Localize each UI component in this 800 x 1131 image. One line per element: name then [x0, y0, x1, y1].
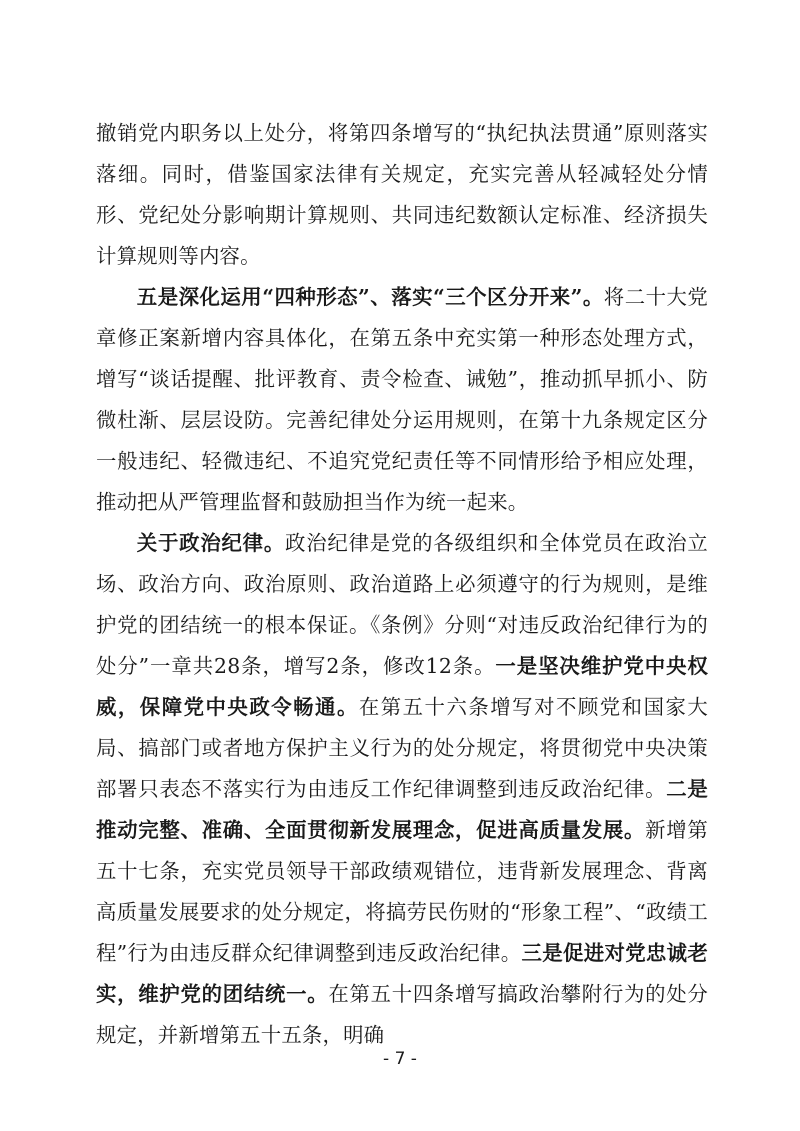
bold-heading: 五是深化运用“四种形态”、落实“三个区分开来”。: [136, 285, 604, 309]
bold-point-three: 三是促进对党忠诚老实，维护党的团结统一。: [96, 941, 708, 1006]
text-segment: 将二十大党章修正案新增内容具体化，在第五条中充实第一种形态处理方式，增写“谈话提醒、批评教育、责令检查、诫勉”，推动抓早抓小、防微杜渐、层层设防。完善纪律处分运用规则，在第十九条规定区分一般违纪、轻微违纪、不追究党纪责任等不同情形给予相应处理，推动把从严管理监督和鼓励担当作为统一起来。: [96, 285, 708, 514]
text-segment: 在第五十四条增写搞政治攀附行为的处分规定，并新增第五十五条，明确: [96, 982, 708, 1047]
text-segment: 在第五十六条增写对不顾党和国家大局、搞部门或者地方保护主义行为的处分规定，将贯彻党中央决策部署只表态不落实行为由违反工作纪律调整到违反政治纪律。: [96, 695, 708, 801]
paragraph-four-forms: [96, 277, 708, 523]
text-segment: 政治纪律是党的各级组织和全体党员在政治立场、政治方向、政治原则、政治道路上必须遵守的行为规则，是维护党的团结统一的根本保证。《条例》分则“对违反政治纪律行为的处分”一章共28条，增写2条，修改12条。: [96, 531, 709, 678]
bold-point-one: 一是坚决维护党中央权威，保障党中央政令畅通。: [96, 654, 708, 719]
bold-point-two: 二是推动完整、准确、全面贯彻新发展理念，促进高质量发展。: [96, 777, 708, 842]
page-number: - 7 -: [383, 1049, 417, 1069]
paragraph-continuation: [96, 113, 708, 277]
bold-heading: 关于政治纪律。: [136, 531, 286, 555]
text-segment: 新增第五十七条，充实党员领导干部政绩观错位，违背新发展理念、背离高质量发展要求的处分规定，将搞劳民伤财的“形象工程”、“政绩工程”行为由违反群众纪律调整到违反政治纪律。: [96, 818, 708, 965]
document-body: [96, 113, 708, 1056]
text-segment: 撤销党内职务以上处分，将第四条增写的“执纪执法贯通”原则落实落细。同时，借鉴国家法律有关规定，充实完善从轻减轻处分情形、党纪处分影响期计算规则、共同违纪数额认定标准、经济损失计算规则等内容。: [96, 121, 708, 268]
paragraph-political-discipline: [96, 523, 708, 1056]
